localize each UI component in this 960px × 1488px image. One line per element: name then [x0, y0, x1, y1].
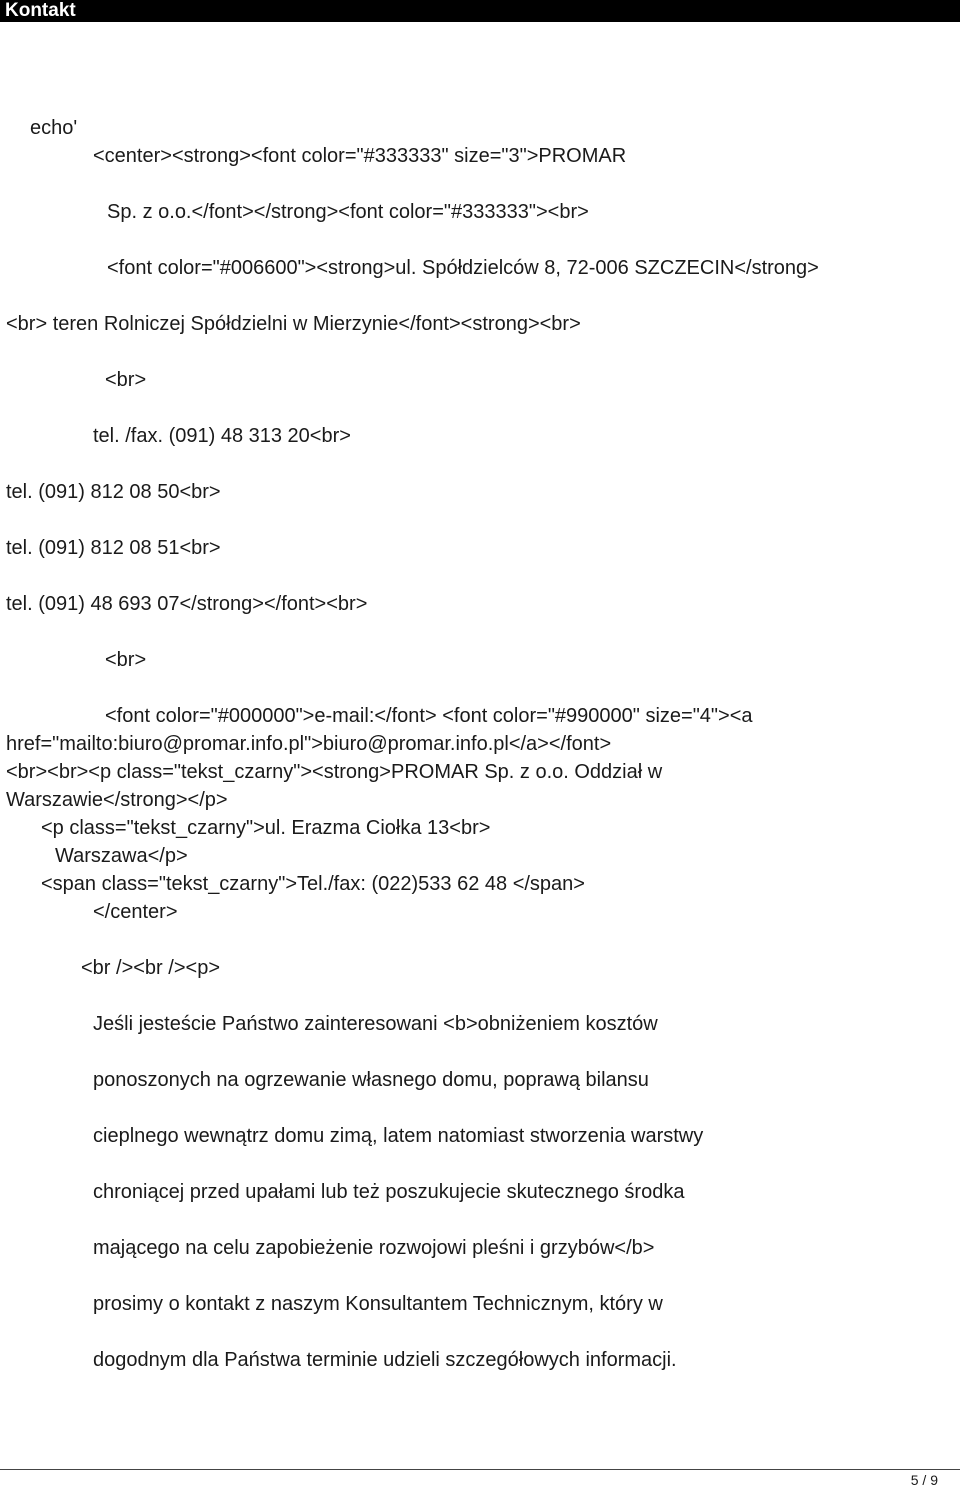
header-bar: [0, 0, 960, 22]
text-line: cieplnego wewnątrz domu zimą, latem natomiast stworzenia warstwy: [93, 1125, 704, 1147]
text-line: <font color="#000000">e-mail:</font> <font color="#990000" size="4"><a: [105, 705, 753, 727]
page-title: Kontakt: [5, 0, 76, 21]
text-line: <p class="tekst_czarny">ul. Erazma Ciołka 13<br>: [41, 817, 491, 839]
text-line: href="mailto:biuro@promar.info.pl">biuro@promar.info.pl</a></font>: [6, 733, 612, 755]
text-line: dogodnym dla Państwa terminie udzieli szczegółowych informacji.: [93, 1349, 677, 1371]
text-line: <br> teren Rolniczej Spółdzielni w Mierzynie</font><strong><br>: [6, 313, 581, 335]
text-line: Warszawie</strong></p>: [6, 789, 228, 811]
text-line: <center><strong><font color="#333333" size="3">PROMAR: [93, 145, 627, 167]
text-line: tel. (091) 48 693 07</strong></font><br>: [6, 593, 368, 615]
footer-divider: [0, 1469, 960, 1470]
text-line: ponoszonych na ogrzewanie własnego domu, poprawą bilansu: [93, 1069, 649, 1091]
text-line: tel. (091) 812 08 51<br>: [6, 537, 221, 559]
text-line: <font color="#006600"><strong>ul. Spółdzielców 8, 72-006 SZCZECIN</strong>: [107, 257, 819, 279]
text-line: tel. /fax. (091) 48 313 20<br>: [93, 425, 351, 447]
text-line: tel. (091) 812 08 50<br>: [6, 481, 221, 503]
text-line: <br><br><p class="tekst_czarny"><strong>PROMAR Sp. z o.o. Oddział w: [6, 761, 663, 783]
text-line: Jeśli jesteście Państwo zainteresowani <b>obniżeniem kosztów: [93, 1013, 658, 1035]
text-line: chroniącej przed upałami lub też poszukujecie skutecznego środka: [93, 1181, 685, 1203]
text-line: </center>: [93, 901, 178, 923]
text-line: <span class="tekst_czarny">Tel./fax: (022)533 62 48 </span>: [41, 873, 585, 895]
text-line: Warszawa</p>: [55, 845, 188, 867]
text-line: <br>: [105, 649, 147, 671]
text-line: mającego na celu zapobieżenie rozwojowi pleśni i grzybów</b>: [93, 1237, 655, 1259]
text-line: prosimy o kontakt z naszym Konsultantem Technicznym, który w: [93, 1293, 663, 1315]
text-line: Sp. z o.o.</font></strong><font color="#333333"><br>: [107, 201, 589, 223]
text-line: <br /><br /><p>: [81, 957, 220, 979]
page-number: 5 / 9: [910, 1472, 938, 1488]
text-line: <br>: [105, 369, 147, 391]
text-line: echo': [30, 117, 78, 139]
